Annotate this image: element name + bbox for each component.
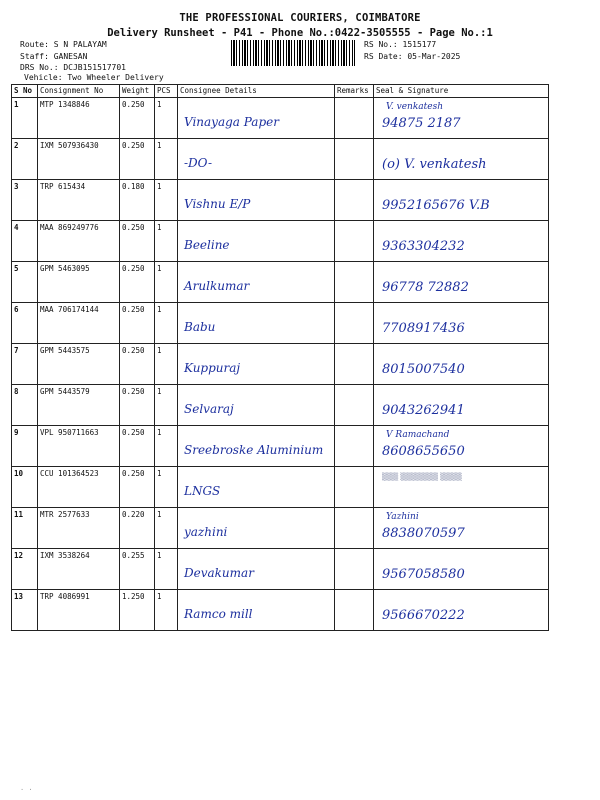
signature-phone: 9363304232	[382, 239, 465, 254]
row-sno: 8	[12, 385, 38, 426]
row-consignee-cell	[178, 180, 335, 221]
row-sno: 5	[12, 262, 38, 303]
row-consignee-cell	[178, 303, 335, 344]
row-pcs: 1	[155, 508, 178, 549]
signature-phone: 9566670222	[382, 608, 465, 623]
consignee-handwriting: Babu	[184, 320, 216, 334]
row-weight: 0.220	[120, 508, 155, 549]
runsheet-subtitle: Delivery Runsheet - P41 - Phone No.:0422-3505555 - Page No.:1	[107, 27, 493, 39]
barcode	[231, 40, 355, 66]
row-consignee-cell	[178, 590, 335, 631]
consignee-handwriting: Kuppuraj	[184, 361, 241, 375]
consignee-handwriting: LNGS	[184, 484, 221, 498]
row-remarks	[335, 139, 374, 180]
footer-mark: · ·	[20, 786, 33, 794]
row-seal-cell	[374, 385, 549, 426]
table-row	[12, 303, 549, 344]
table-row	[12, 139, 549, 180]
row-consignment-no: TRP 615434	[38, 180, 120, 221]
row-consignment-no: IXM 507936430	[38, 139, 120, 180]
consignee-handwriting: Vishnu E/P	[184, 197, 251, 211]
row-seal-cell	[374, 221, 549, 262]
row-remarks	[335, 180, 374, 221]
row-seal-cell	[374, 303, 549, 344]
row-remarks	[335, 221, 374, 262]
row-pcs: 1	[155, 303, 178, 344]
row-seal-cell	[374, 590, 549, 631]
row-seal-cell	[374, 508, 549, 549]
consignee-handwriting: Ramco mill	[184, 607, 253, 621]
row-seal-cell	[374, 180, 549, 221]
row-sno: 4	[12, 221, 38, 262]
row-remarks	[335, 426, 374, 467]
signature-phone: 8838070597	[382, 526, 465, 541]
row-remarks	[335, 467, 374, 508]
row-weight: 0.255	[120, 549, 155, 590]
row-consignment-no: GPM 5443579	[38, 385, 120, 426]
signature-phone: 8608655650	[382, 444, 465, 459]
row-weight: 0.250	[120, 221, 155, 262]
row-consignment-no: MAA 869249776	[38, 221, 120, 262]
signature-phone: 94875 2187	[382, 116, 461, 131]
row-remarks	[335, 385, 374, 426]
col-header-consignment: Consignment No	[38, 85, 120, 98]
col-header-remarks: Remarks	[335, 85, 374, 98]
row-sno: 3	[12, 180, 38, 221]
row-seal-cell	[374, 344, 549, 385]
table-row	[12, 467, 549, 508]
row-consignment-no: MTR 2577633	[38, 508, 120, 549]
row-consignee-cell	[178, 139, 335, 180]
vehicle-info: Vehicle: Two Wheeler Delivery	[24, 73, 164, 82]
rs-date: RS Date: 05-Mar-2025	[364, 52, 461, 61]
row-sno: 7	[12, 344, 38, 385]
col-header-seal: Seal & Signature	[374, 85, 549, 98]
signature-phone: 9043262941	[382, 403, 465, 418]
row-consignment-no: GPM 5443575	[38, 344, 120, 385]
col-header-sno: S No	[12, 85, 38, 98]
row-consignee-cell	[178, 221, 335, 262]
consignee-handwriting: Beeline	[184, 238, 230, 252]
row-remarks	[335, 303, 374, 344]
row-remarks	[335, 590, 374, 631]
row-weight: 0.250	[120, 98, 155, 139]
row-pcs: 1	[155, 180, 178, 221]
row-weight: 0.250	[120, 385, 155, 426]
signature-phone: 9952165676 V.B	[382, 198, 490, 213]
row-seal-cell	[374, 426, 549, 467]
row-pcs: 1	[155, 467, 178, 508]
route-info: Route: S N PALAYAM	[20, 40, 107, 49]
row-remarks	[335, 262, 374, 303]
consignee-handwriting: Sreebroske Aluminium	[184, 443, 324, 457]
row-pcs: 1	[155, 139, 178, 180]
row-weight: 0.250	[120, 262, 155, 303]
runsheet-table	[11, 84, 549, 631]
signature-phone: 7708917436	[382, 321, 465, 336]
row-consignment-no: VPL 950711663	[38, 426, 120, 467]
signature-phone: (o) V. venkatesh	[382, 157, 487, 172]
row-weight: 0.180	[120, 180, 155, 221]
row-sno: 10	[12, 467, 38, 508]
row-sno: 12	[12, 549, 38, 590]
row-pcs: 1	[155, 262, 178, 303]
row-pcs: 1	[155, 549, 178, 590]
row-remarks	[335, 344, 374, 385]
table-row	[12, 262, 549, 303]
consignee-handwriting: Vinayaga Paper	[184, 115, 279, 129]
row-consignee-cell	[178, 385, 335, 426]
row-consignment-no: MTP 1348846	[38, 98, 120, 139]
row-pcs: 1	[155, 385, 178, 426]
table-header-row	[12, 85, 549, 98]
signature-name: V. venkatesh	[386, 102, 444, 112]
row-weight: 0.250	[120, 303, 155, 344]
row-sno: 2	[12, 139, 38, 180]
table-row	[12, 344, 549, 385]
faded-stamp: ▒▒▒ ▒▒▒▒▒▒▒ ▒▒▒▒	[382, 473, 462, 481]
row-sno: 1	[12, 98, 38, 139]
signature-phone: 8015007540	[382, 362, 465, 377]
row-remarks	[335, 98, 374, 139]
row-weight: 0.250	[120, 344, 155, 385]
signature-name: Yazhini	[386, 512, 419, 522]
row-consignee-cell	[178, 549, 335, 590]
table-row	[12, 385, 549, 426]
row-consignee-cell	[178, 508, 335, 549]
signature-phone: 96778 72882	[382, 280, 469, 295]
table-row	[12, 221, 549, 262]
table-row	[12, 98, 549, 139]
col-header-consignee: Consignee Details	[178, 85, 335, 98]
consignee-handwriting: yazhini	[184, 525, 228, 539]
row-consignee-cell	[178, 98, 335, 139]
drs-info: DRS No.: DCJB151517701	[20, 63, 126, 72]
row-pcs: 1	[155, 344, 178, 385]
row-seal-cell	[374, 549, 549, 590]
row-seal-cell	[374, 139, 549, 180]
row-sno: 6	[12, 303, 38, 344]
table-row	[12, 590, 549, 631]
row-sno: 11	[12, 508, 38, 549]
row-weight: 0.250	[120, 139, 155, 180]
row-pcs: 1	[155, 426, 178, 467]
row-remarks	[335, 549, 374, 590]
signature-name: V Ramachand	[386, 430, 450, 440]
row-pcs: 1	[155, 590, 178, 631]
row-consignment-no: TRP 4086991	[38, 590, 120, 631]
consignee-handwriting: -DO-	[184, 156, 213, 170]
row-consignee-cell	[178, 262, 335, 303]
col-header-weight: Weight	[120, 85, 155, 98]
row-seal-cell	[374, 98, 549, 139]
row-consignment-no: MAA 706174144	[38, 303, 120, 344]
table-row	[12, 508, 549, 549]
rs-number: RS No.: 1515177	[364, 40, 437, 49]
row-consignment-no: GPM 5463095	[38, 262, 120, 303]
row-weight: 1.250	[120, 590, 155, 631]
staff-info: Staff: GANESAN	[20, 52, 88, 61]
col-header-pcs: PCS	[155, 85, 178, 98]
row-sno: 13	[12, 590, 38, 631]
row-remarks	[335, 508, 374, 549]
row-consignee-cell	[178, 467, 335, 508]
row-consignment-no: CCU 101364523	[38, 467, 120, 508]
company-title: THE PROFESSIONAL COURIERS, COIMBATORE	[179, 12, 421, 24]
consignee-handwriting: Devakumar	[184, 566, 254, 580]
row-consignment-no: IXM 3538264	[38, 549, 120, 590]
row-consignee-cell	[178, 426, 335, 467]
row-pcs: 1	[155, 98, 178, 139]
signature-phone: 9567058580	[382, 567, 465, 582]
row-seal-cell	[374, 262, 549, 303]
table-row	[12, 180, 549, 221]
row-weight: 0.250	[120, 426, 155, 467]
table-row	[12, 549, 549, 590]
table-row	[12, 426, 549, 467]
consignee-handwriting: Arulkumar	[184, 279, 250, 293]
row-sno: 9	[12, 426, 38, 467]
row-consignee-cell	[178, 344, 335, 385]
consignee-handwriting: Selvaraj	[184, 402, 234, 416]
row-pcs: 1	[155, 221, 178, 262]
row-seal-cell	[374, 467, 549, 508]
row-weight: 0.250	[120, 467, 155, 508]
